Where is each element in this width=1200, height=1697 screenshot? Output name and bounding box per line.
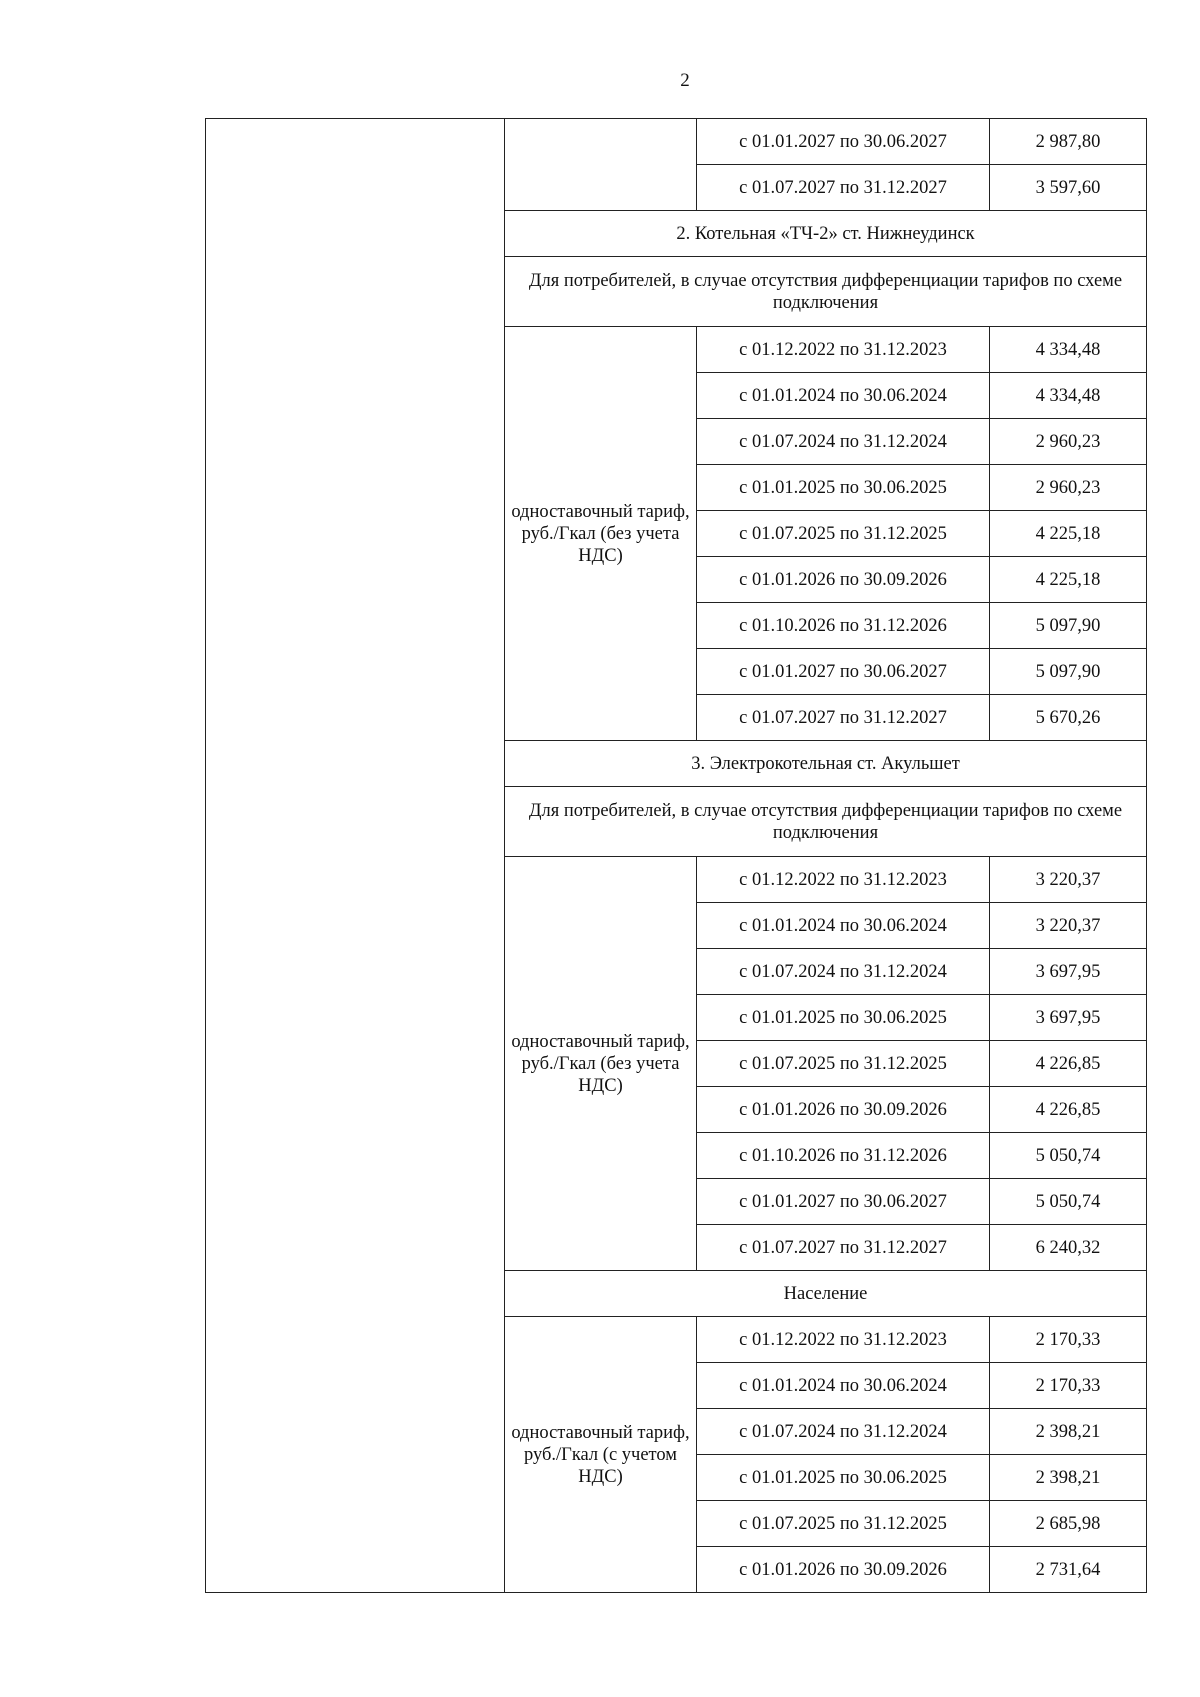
period-cell: с 01.12.2022 по 31.12.2023 (697, 327, 990, 373)
value-cell: 2 731,64 (990, 1547, 1147, 1593)
period-cell: с 01.01.2026 по 30.09.2026 (697, 557, 990, 603)
value-cell: 4 334,48 (990, 373, 1147, 419)
period-cell: с 01.07.2027 по 31.12.2027 (697, 695, 990, 741)
section-title: 3. Электрокотельная ст. Акульшет (505, 741, 1147, 787)
period-cell: с 01.07.2025 по 31.12.2025 (697, 511, 990, 557)
tariff-label: одноставочный тариф, руб./Гкал (с учетом НДС) (505, 1317, 697, 1593)
value-cell: 4 334,48 (990, 327, 1147, 373)
value-cell: 4 225,18 (990, 557, 1147, 603)
value-cell: 2 960,23 (990, 419, 1147, 465)
period-cell: с 01.01.2024 по 30.06.2024 (697, 373, 990, 419)
period-cell: с 01.07.2025 по 31.12.2025 (697, 1041, 990, 1087)
value-cell: 3 220,37 (990, 857, 1147, 903)
value-cell: 4 226,85 (990, 1041, 1147, 1087)
value-cell: 6 240,32 (990, 1225, 1147, 1271)
tariff-label-cell (505, 119, 697, 211)
period-cell: с 01.01.2027 по 30.06.2027 (697, 649, 990, 695)
period-cell: с 01.01.2027 по 30.06.2027 (697, 119, 990, 165)
value-cell: 2 398,21 (990, 1455, 1147, 1501)
period-cell: с 01.07.2024 по 31.12.2024 (697, 419, 990, 465)
section-title: Население (505, 1271, 1147, 1317)
value-cell: 5 097,90 (990, 603, 1147, 649)
period-cell: с 01.01.2024 по 30.06.2024 (697, 1363, 990, 1409)
period-cell: с 01.01.2025 по 30.06.2025 (697, 1455, 990, 1501)
period-cell: с 01.07.2024 по 31.12.2024 (697, 949, 990, 995)
period-cell: с 01.01.2025 по 30.06.2025 (697, 995, 990, 1041)
value-cell: 3 697,95 (990, 949, 1147, 995)
tariff-label: одноставочный тариф, руб./Гкал (без учета НДС) (505, 857, 697, 1271)
value-cell: 2 170,33 (990, 1363, 1147, 1409)
period-cell: с 01.07.2027 по 31.12.2027 (697, 165, 990, 211)
value-cell: 4 226,85 (990, 1087, 1147, 1133)
period-cell: с 01.12.2022 по 31.12.2023 (697, 857, 990, 903)
value-cell: 3 697,95 (990, 995, 1147, 1041)
value-cell: 2 170,33 (990, 1317, 1147, 1363)
value-cell: 2 960,23 (990, 465, 1147, 511)
value-cell: 5 670,26 (990, 695, 1147, 741)
value-cell: 2 685,98 (990, 1501, 1147, 1547)
value-cell: 5 097,90 (990, 649, 1147, 695)
page-number: 2 (680, 70, 690, 91)
period-cell: с 01.10.2026 по 31.12.2026 (697, 1133, 990, 1179)
period-cell: с 01.01.2026 по 30.09.2026 (697, 1547, 990, 1593)
value-cell: 5 050,74 (990, 1179, 1147, 1225)
period-cell: с 01.12.2022 по 31.12.2023 (697, 1317, 990, 1363)
consumer-group-label: Для потребителей, в случае отсутствия дифференциации тарифов по схеме подключения (505, 257, 1147, 327)
value-cell: 5 050,74 (990, 1133, 1147, 1179)
period-cell: с 01.01.2027 по 30.06.2027 (697, 1179, 990, 1225)
period-cell: с 01.10.2026 по 31.12.2026 (697, 603, 990, 649)
value-cell: 3 597,60 (990, 165, 1147, 211)
period-cell: с 01.07.2024 по 31.12.2024 (697, 1409, 990, 1455)
period-cell: с 01.01.2024 по 30.06.2024 (697, 903, 990, 949)
period-cell: с 01.01.2026 по 30.09.2026 (697, 1087, 990, 1133)
value-cell: 2 398,21 (990, 1409, 1147, 1455)
period-cell: с 01.07.2027 по 31.12.2027 (697, 1225, 990, 1271)
tariff-table (205, 118, 1147, 1593)
period-cell: с 01.07.2025 по 31.12.2025 (697, 1501, 990, 1547)
period-cell: с 01.01.2025 по 30.06.2025 (697, 465, 990, 511)
left-blank-column (206, 119, 505, 1593)
section-title: 2. Котельная «ТЧ-2» ст. Нижнеудинск (505, 211, 1147, 257)
tariff-label: одноставочный тариф, руб./Гкал (без учета НДС) (505, 327, 697, 741)
consumer-group-label: Для потребителей, в случае отсутствия дифференциации тарифов по схеме подключения (505, 787, 1147, 857)
value-cell: 3 220,37 (990, 903, 1147, 949)
value-cell: 2 987,80 (990, 119, 1147, 165)
value-cell: 4 225,18 (990, 511, 1147, 557)
